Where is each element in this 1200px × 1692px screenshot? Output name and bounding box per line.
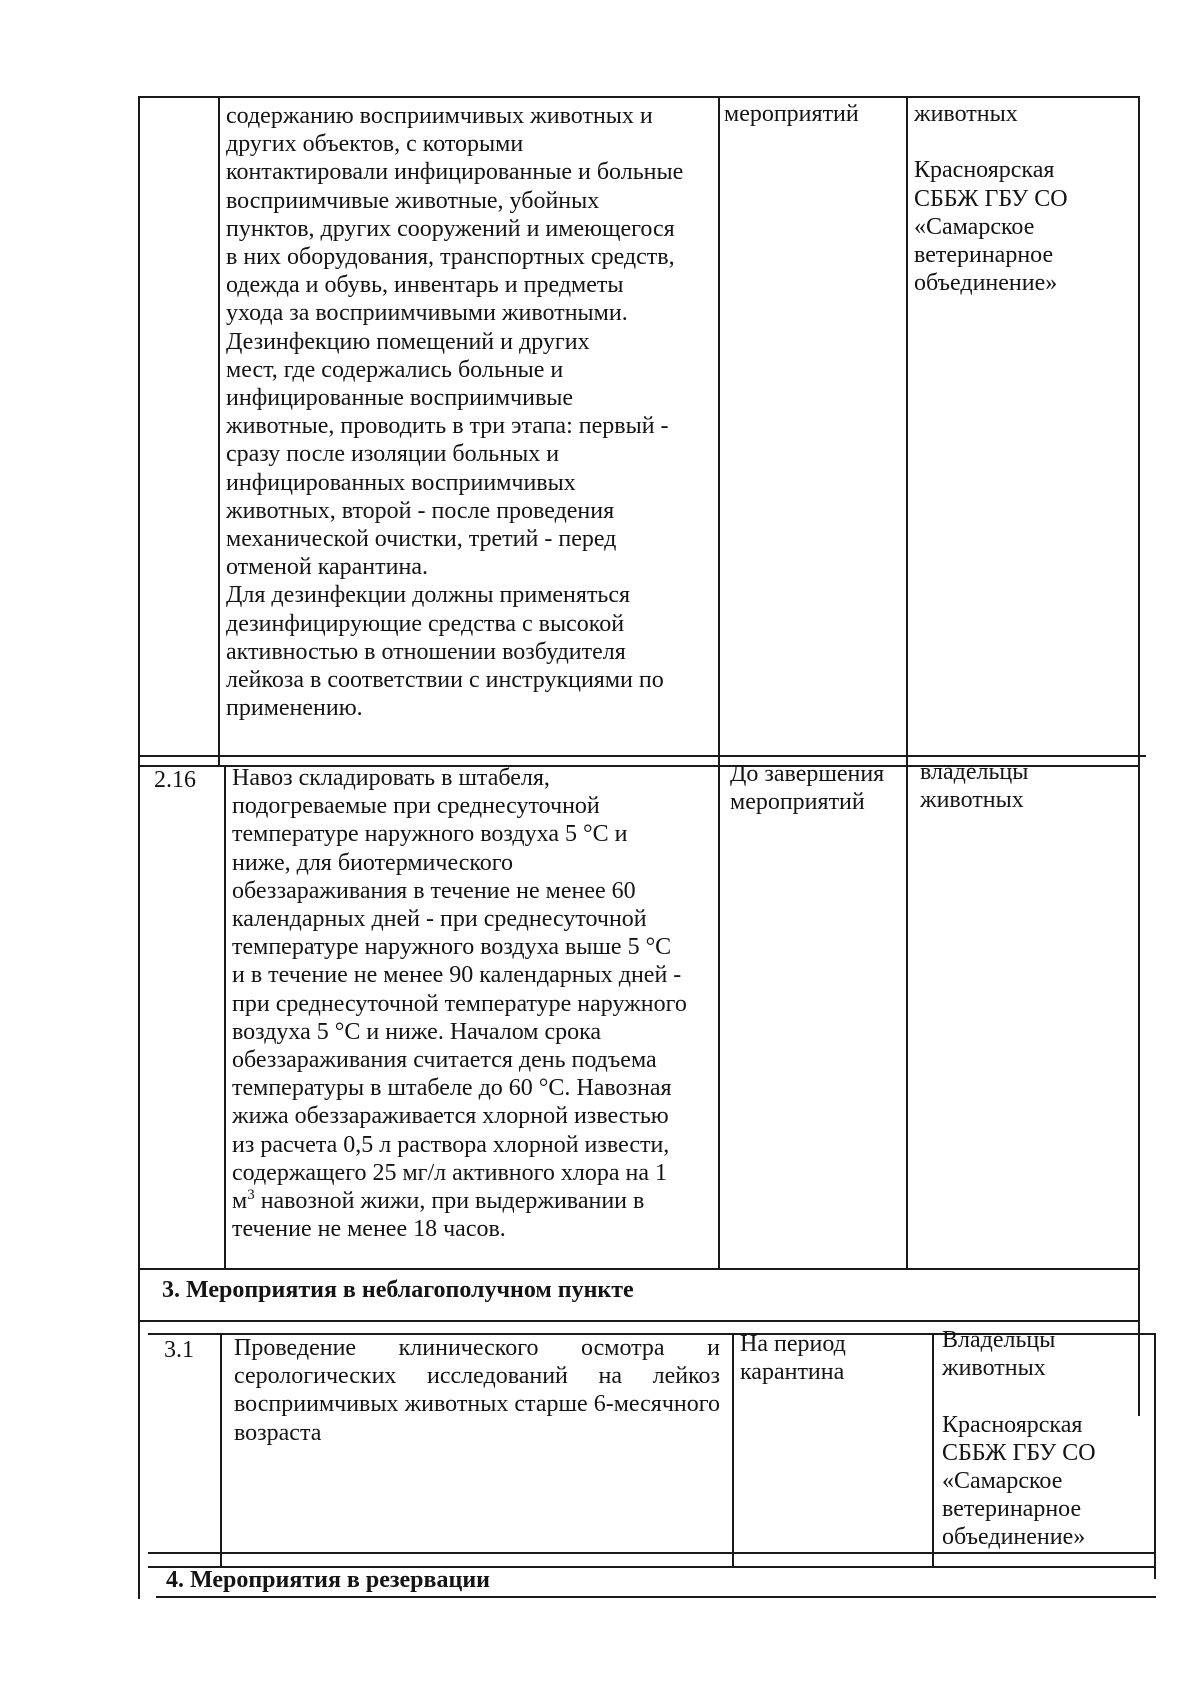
row-216-term: До завершения мероприятий <box>730 761 885 816</box>
section-heading: 4. Мероприятия в резервации <box>166 1567 490 1593</box>
col-divider-responsible <box>932 1333 934 1566</box>
row-separator <box>138 755 1146 757</box>
row-31-responsible: Владельцы животных Красноярская СББЖ ГБУ СО «Самарское ветеринарное объединение» <box>942 1327 1096 1551</box>
col-divider-number <box>218 96 220 765</box>
row-31-measure: Проведение клинического осмотра и серологических исследований на лейкоз восприимчивых животных старше 6-месячного возраста <box>234 1335 720 1446</box>
col-divider-term <box>732 1333 734 1566</box>
row-continued-measure: содержанию восприимчивых животных и других объектов, с которыми контактировали инфицированные и больные восприимчивые животные, убойных пунктов, других сооружений и имеющегося в них оборудования, транспортных средств, одежда и обувь, инвентарь и предметы ухода за восприимчивыми животными. Дезинфекцию помещений и других мест, где содержались больные и инфицированные восприимчивые животные, проводить в три этапа: первый - сразу после изоляции больных и инфицированных восприимчивых животных, второй - после проведения механической очистки, третий - перед отменой карантина. Для дезинфекции должны применяться дезинфицирующие средства с высокой активностью в отношении возбудителя лейкоза в соответствии с инструкциями по применению. <box>226 103 684 722</box>
table-left-border <box>138 96 140 1599</box>
row-216-responsible: владельцы животных <box>920 759 1029 814</box>
col-divider-term <box>718 96 720 1270</box>
measure-unit: м <box>232 1188 248 1215</box>
table-bottom-border <box>156 1596 1156 1598</box>
row-separator <box>138 1268 1140 1270</box>
row-separator <box>148 1552 1156 1554</box>
row-number: 2.16 <box>154 767 196 793</box>
col-divider-number <box>224 765 226 1270</box>
row-continued-term: мероприятий <box>724 101 859 127</box>
col-divider-number <box>220 1333 222 1566</box>
row-separator <box>138 1320 1140 1322</box>
row-216-measure <box>232 764 718 1243</box>
section-heading: 3. Мероприятия в неблагополучном пункте <box>162 1277 634 1303</box>
col-divider-responsible <box>906 96 908 1270</box>
measure-unit-superscript: 3 <box>247 1187 255 1204</box>
table-right-border <box>1154 1333 1156 1579</box>
row-number: 3.1 <box>164 1337 194 1363</box>
table-top-border <box>138 96 1140 98</box>
row-continued-responsible: животных Красноярская СББЖ ГБУ СО «Самарское ветеринарное объединение» <box>914 101 1068 297</box>
row-31-term: На период карантина <box>740 1331 846 1386</box>
measure-text: навозной жижи, при выдерживании в течение не менее 18 часов. <box>232 1188 645 1243</box>
measure-text: Навоз складировать в штабеля, подогреваемые при среднесуточной температуре наружного воздуха 5 °С и ниже, для биотермического обеззараживания в течение не менее 60 календарных дней - при среднесуточной температуре наружного воздуха выше 5 °С и в течение не менее 90 календарных дней - при среднесуточной температуре наружного воздуха 5 °С и ниже. Началом срока обеззараживания считается день подъема температуры в штабеле до 60 °С. Навозная жижа обеззараживается хлорной известью из расчета 0,5 л раствора хлорной извести, содержащего 25 мг/л активного хлора на 1 <box>232 765 687 1186</box>
